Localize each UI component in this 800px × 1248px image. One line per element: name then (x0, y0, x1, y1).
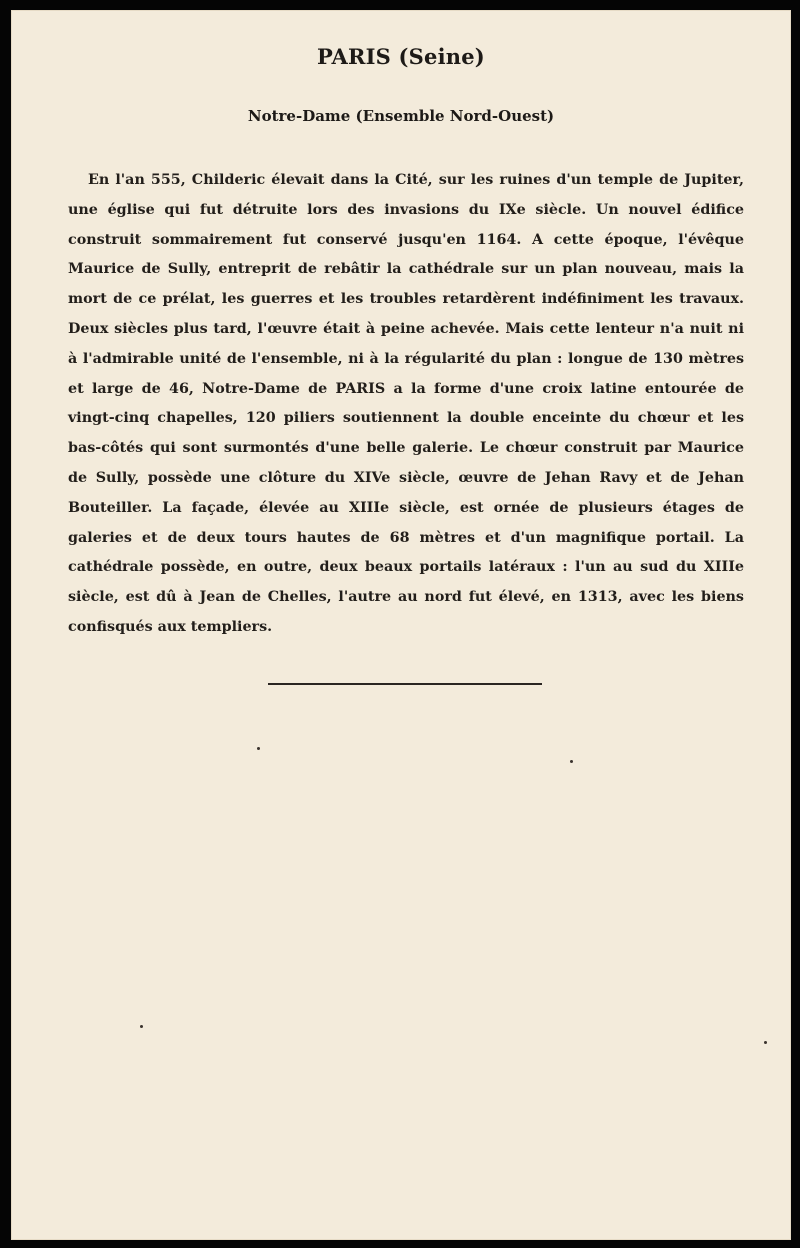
card-subtitle: Notre-Dame (Ensemble Nord-Ouest) (247, 107, 555, 125)
postcard-back (11, 10, 791, 1240)
description-paragraph: En l'an 555, Childeric élevait dans la Cité, sur les ruines d'un temple de Jupiter, une église qui fut détruite lors des invasions du IXe siècle. Un nouvel édifice construit sommairement fut conservé jusqu'en 1164. A cette époque, l'évêque Maurice de Sully, entreprit de rebâtir la cathédrale sur un plan nouveau, mais la mort de ce prélat, les guerres et les troubles retardèrent indéfiniment les travaux. Deux siècles plus tard, l'œuvre était à peine achevée. Mais cette lenteur n'a nuit ni à l'admirable unité de l'ensemble, ni à la régularité du plan : longue de 130 mètres et large de 46, Notre-Dame de PARIS a la forme d'une croix latine entourée de vingt-cinq chapelles, 120 piliers soutiennent la double enceinte du chœur et les bas-côtés qui sont surmontés d'une belle galerie. Le chœur construit par Maurice de Sully, possède une clôture du XIVe siècle, œuvre de Jehan Ravy et de Jehan Bouteiller. La façade, élevée au XIIIe siècle, est ornée de plusieurs étages de galeries et de deux tours hautes de 68 mètres et d'un magnifique portail. La cathédrale possède, en outre, deux beaux portails latéraux : l'un au sud du XIIIe siècle, est dû à Jean de Chelles, l'autre au nord fut élevé, en 1313, avec les biens confisqués aux templiers. (68, 172, 744, 635)
paper-speck (140, 1025, 143, 1028)
paper-speck (764, 1041, 767, 1044)
divider-line (268, 683, 542, 685)
paper-speck (570, 760, 573, 763)
paper-speck (257, 747, 260, 750)
card-title: PARIS (Seine) (317, 44, 485, 69)
